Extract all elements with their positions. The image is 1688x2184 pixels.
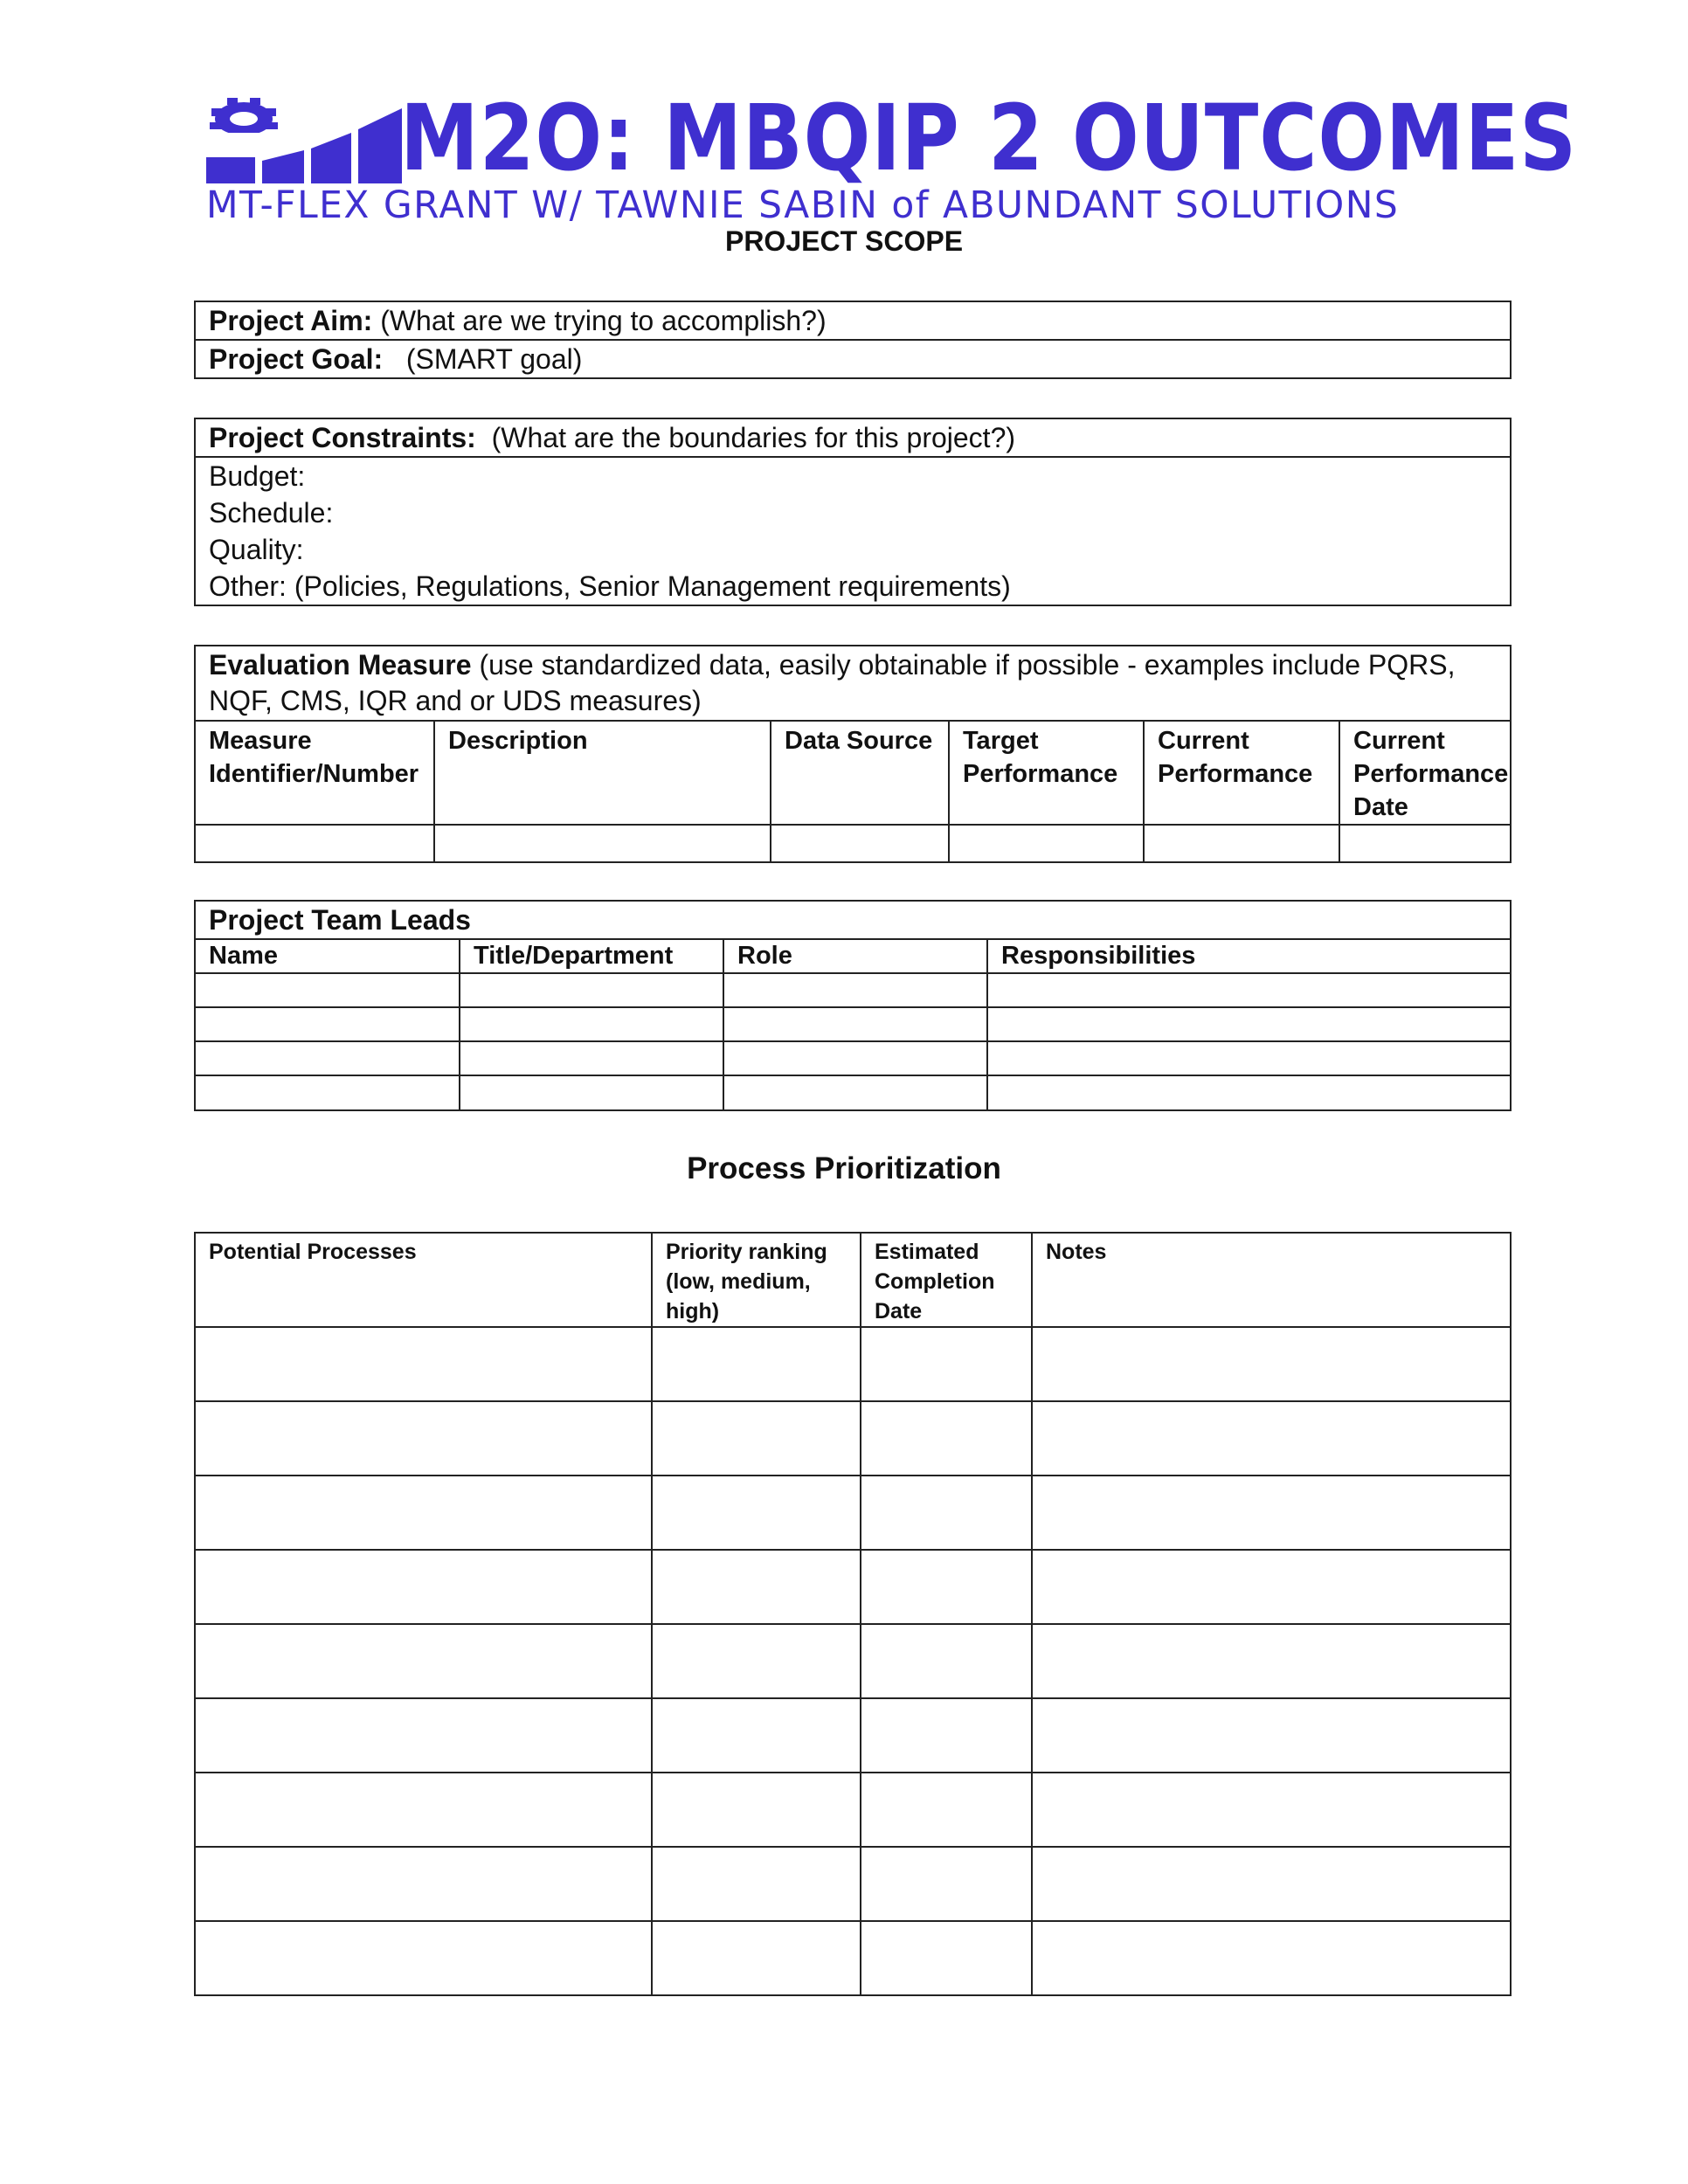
project-aim-row[interactable] xyxy=(196,302,1510,341)
table-cell[interactable] xyxy=(196,1698,652,1773)
team-leads-header xyxy=(196,940,1510,973)
table-cell[interactable] xyxy=(196,1007,460,1041)
table-cell[interactable] xyxy=(196,1401,652,1476)
col-title-department: Title/Department xyxy=(460,940,723,973)
constraints-hint: (What are the boundaries for this project?) xyxy=(475,422,1016,453)
table-row xyxy=(196,1007,1510,1041)
table-cell[interactable] xyxy=(987,1007,1510,1041)
constraints-label: Project Constraints: xyxy=(209,422,476,453)
table-cell[interactable] xyxy=(861,1476,1032,1550)
evaluation-table xyxy=(196,722,1510,861)
col-potential-processes: Potential Processes xyxy=(196,1234,652,1327)
table-cell[interactable] xyxy=(987,973,1510,1007)
table-row xyxy=(196,1075,1510,1109)
project-goal-label: Project Goal: xyxy=(209,343,384,375)
evaluation-hint: (use standardized data, easily obtainable if possible - examples include PQRS, NQF, CMS, IQR and or UDS measures) xyxy=(209,649,1456,716)
evaluation-header-row xyxy=(196,646,1510,722)
table-cell[interactable] xyxy=(196,1476,652,1550)
aim-goal-box xyxy=(194,301,1512,379)
m2o-logo-icon xyxy=(206,98,404,183)
table-cell[interactable] xyxy=(652,1550,861,1624)
evaluation-header xyxy=(196,722,1510,825)
table-cell[interactable] xyxy=(949,825,1144,861)
col-estimated-completion-date: Estimated Completion Date xyxy=(861,1234,1032,1327)
table-cell[interactable] xyxy=(723,1041,987,1075)
constraint-schedule: Schedule: xyxy=(209,497,334,529)
team-leads-box xyxy=(194,900,1512,1111)
table-cell[interactable] xyxy=(1032,1327,1510,1401)
table-cell[interactable] xyxy=(196,1041,460,1075)
constraints-box xyxy=(194,418,1512,606)
table-cell[interactable] xyxy=(652,1327,861,1401)
table-cell[interactable] xyxy=(196,1327,652,1401)
table-cell[interactable] xyxy=(196,1550,652,1624)
table-cell[interactable] xyxy=(652,1624,861,1698)
table-cell[interactable] xyxy=(196,1075,460,1109)
table-row xyxy=(196,1041,1510,1075)
team-leads-header-row xyxy=(196,902,1510,940)
table-cell[interactable] xyxy=(861,1624,1032,1698)
table-cell[interactable] xyxy=(1339,825,1510,861)
table-row xyxy=(196,1550,1510,1624)
table-cell[interactable] xyxy=(460,1075,723,1109)
process-prioritization-title: Process Prioritization xyxy=(687,1151,1001,1185)
table-cell[interactable] xyxy=(987,1075,1510,1109)
col-current-performance-date: Current Performance Date xyxy=(1339,722,1510,825)
table-cell[interactable] xyxy=(723,1007,987,1041)
table-cell[interactable] xyxy=(652,1698,861,1773)
team-leads-table xyxy=(196,940,1510,1109)
table-cell[interactable] xyxy=(460,973,723,1007)
table-row xyxy=(196,973,1510,1007)
table-cell[interactable] xyxy=(723,973,987,1007)
col-name: Name xyxy=(196,940,460,973)
table-cell[interactable] xyxy=(652,1401,861,1476)
table-row xyxy=(196,1921,1510,1994)
col-notes: Notes xyxy=(1032,1234,1510,1327)
table-cell[interactable] xyxy=(652,1921,861,1994)
constraints-header-row xyxy=(196,419,1510,458)
table-cell[interactable] xyxy=(460,1007,723,1041)
table-cell[interactable] xyxy=(771,825,949,861)
table-cell[interactable] xyxy=(1032,1550,1510,1624)
table-row xyxy=(196,1476,1510,1550)
table-cell[interactable] xyxy=(1032,1773,1510,1847)
table-cell[interactable] xyxy=(652,1773,861,1847)
table-cell[interactable] xyxy=(1032,1401,1510,1476)
constraints-body[interactable] xyxy=(196,458,1510,605)
col-measure-identifier: Measure Identifier/Number xyxy=(196,722,434,825)
table-cell[interactable] xyxy=(1032,1921,1510,1994)
project-goal-hint: (SMART goal) xyxy=(383,343,583,375)
table-cell[interactable] xyxy=(861,1550,1032,1624)
table-row xyxy=(196,1773,1510,1847)
table-cell[interactable] xyxy=(196,825,434,861)
table-cell[interactable] xyxy=(196,1921,652,1994)
m2o-logo xyxy=(206,85,1578,227)
process-box xyxy=(194,1232,1512,1996)
table-cell[interactable] xyxy=(434,825,771,861)
evaluation-label: Evaluation Measure xyxy=(209,649,472,681)
table-row xyxy=(196,1327,1510,1401)
table-cell[interactable] xyxy=(196,1847,652,1921)
logo-title: M2O: MBQIP 2 OUTCOMES xyxy=(400,85,1578,191)
table-cell[interactable] xyxy=(1032,1624,1510,1698)
col-data-source: Data Source xyxy=(771,722,949,825)
constraint-quality: Quality: xyxy=(209,534,304,565)
table-cell[interactable] xyxy=(723,1075,987,1109)
table-row xyxy=(196,1698,1510,1773)
table-cell[interactable] xyxy=(1032,1847,1510,1921)
col-responsibilities: Responsibilities xyxy=(987,940,1510,973)
col-role: Role xyxy=(723,940,987,973)
logo-subtitle: MT-FLEX GRANT W/ TAWNIE SABIN of ABUNDANT SOLUTIONS xyxy=(206,183,1400,227)
process-table xyxy=(196,1234,1510,1994)
table-cell[interactable] xyxy=(652,1476,861,1550)
col-description: Description xyxy=(434,722,771,825)
table-row xyxy=(196,1847,1510,1921)
table-cell[interactable] xyxy=(1032,1698,1510,1773)
project-aim-label: Project Aim: xyxy=(209,305,373,336)
constraint-other: Other: (Policies, Regulations, Senior Management requirements) xyxy=(209,570,1011,602)
col-target-performance: Target Performance xyxy=(949,722,1144,825)
col-priority-ranking: Priority ranking (low, medium, high) xyxy=(652,1234,861,1327)
table-cell[interactable] xyxy=(1144,825,1339,861)
evaluation-box xyxy=(194,645,1512,863)
table-cell[interactable] xyxy=(196,1624,652,1698)
table-cell[interactable] xyxy=(652,1847,861,1921)
page-title: PROJECT SCOPE xyxy=(724,225,964,257)
project-aim-hint: (What are we trying to accomplish?) xyxy=(372,305,827,336)
table-cell[interactable] xyxy=(1032,1476,1510,1550)
table-cell[interactable] xyxy=(987,1041,1510,1075)
table-cell[interactable] xyxy=(861,1773,1032,1847)
table-cell[interactable] xyxy=(861,1401,1032,1476)
process-header xyxy=(196,1234,1510,1327)
project-goal-row[interactable] xyxy=(196,341,1510,377)
table-cell[interactable] xyxy=(861,1698,1032,1773)
table-cell[interactable] xyxy=(861,1327,1032,1401)
col-current-performance: Current Performance xyxy=(1144,722,1339,825)
table-row xyxy=(196,825,1510,861)
table-cell[interactable] xyxy=(196,973,460,1007)
team-leads-label: Project Team Leads xyxy=(209,904,471,936)
table-cell[interactable] xyxy=(460,1041,723,1075)
table-row xyxy=(196,1624,1510,1698)
table-cell[interactable] xyxy=(861,1921,1032,1994)
table-cell[interactable] xyxy=(196,1773,652,1847)
constraint-budget: Budget: xyxy=(209,460,306,492)
table-cell[interactable] xyxy=(861,1847,1032,1921)
table-row xyxy=(196,1401,1510,1476)
